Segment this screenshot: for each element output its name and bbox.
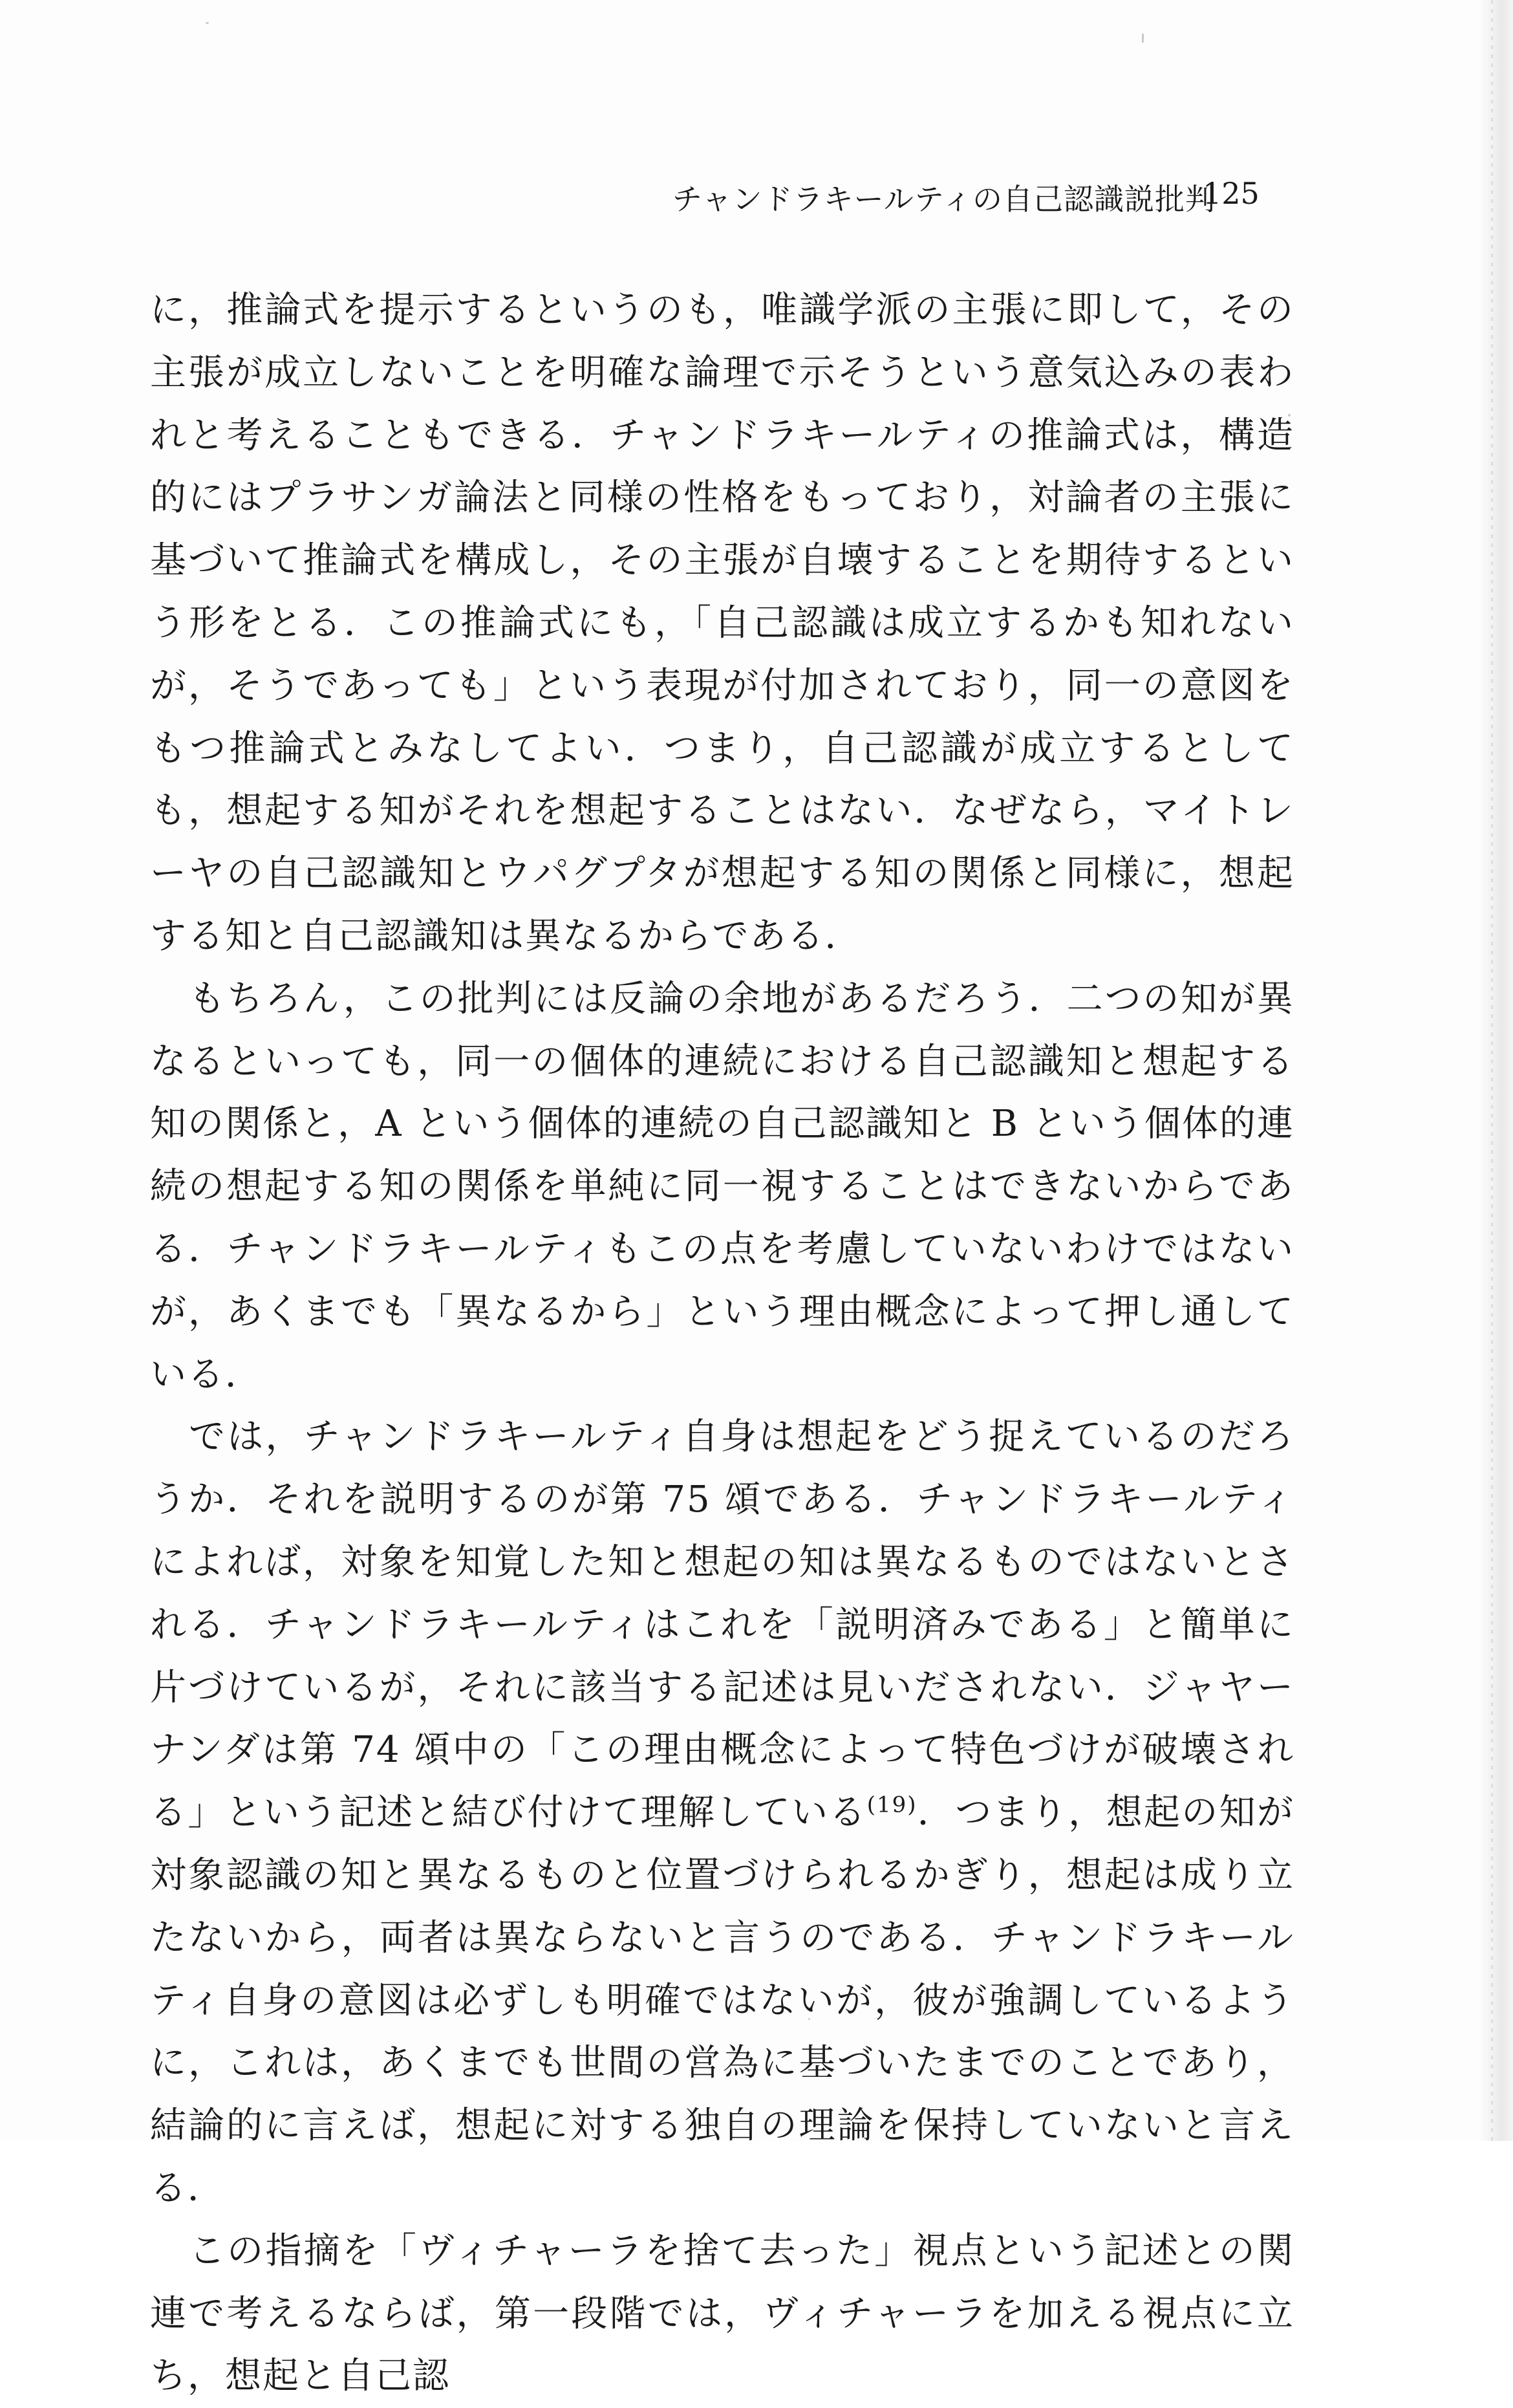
body-text [150,279,1294,2408]
paragraph-3-text-before-note: では，チャンドラキールティ自身は想起をどう捉えているのだろうか．それを説明するのが第 75 頌である．チャンドラキールティによれば，対象を知覚した知と想起の知は異なるものではないとされる．チャンドラキールティはこれを「説明済みである」と簡単に片づけているが，それに該当する記述は見いだされない．ジャヤーナンダは第 74 頌中の「この理由概念によって特色づけが破壊される」という記述と結び付けて理解している [150,1416,1294,1834]
paragraph-3 [150,1406,1294,2220]
page-number: 125 [1203,176,1260,211]
scan-binding-edge [1477,0,1513,2141]
scan-speck [1142,34,1144,43]
paragraph-3-text-after-note: ．つまり，想起の知が対象認識の知と異なるものと位置づけられるかぎり，想起は成り立たないから，両者は異ならないと言うのである．チャンドラキールティ自身の意図は必ずしも明確ではないが，彼が強調しているように，これは，あくまでも世間の営為に基づいたまでのことであり，結論的に言えば，想起に対する独自の理論を保持していないと言える． [150,1792,1295,2209]
paragraph-2: もちろん，この批判には反論の余地があるだろう．二つの知が異なるといっても，同一の個体的連続における自己認識知と想起する知の関係と，A という個体的連続の自己認識知と B という個体的連続の想起する知の関係を単純に同一視することはできないからである．チャンドラキールティもこの点を考慮していないわけではないが，あくまでも「異なるから」という理由概念によって押し通している． [150,977,1294,1396]
scan-speck [206,22,209,24]
running-head [672,176,1260,228]
footnote-reference: (19) [866,1792,917,1818]
paragraph-1: に，推論式を提示するというのも，唯識学派の主張に即して，その主張が成立しないことを明確な論理で示そうという意気込みの表われと考えることもできる．チャンドラキールティの推論式は，構造的にはプラサンガ論法と同様の性格をもっており，対論者の主張に基づいて推論式を構成し，その主張が自壊することを期待するという形をとる．この推論式にも，「自己認識は成立するかも知れないが，そうであっても」という表現が付加されており，同一の意図をもつ推論式とみなしてよい．つまり，自己認識が成立するとしても，想起する知がそれを想起することはない．なぜなら，マイトレーヤの自己認識知とウパグプタが想起する知の関係と同様に，想起する知と自己認識知は異なるからである． [150,289,1294,957]
paragraph-4: この指摘を「ヴィチャーラを捨て去った」視点という記述との関連で考えるならば，第一段階では，ヴィチャーラを加える視点に立ち，想起と自己認 [150,2229,1294,2398]
running-head-title: チャンドラキールティの自己認識説批判 [672,182,1216,217]
